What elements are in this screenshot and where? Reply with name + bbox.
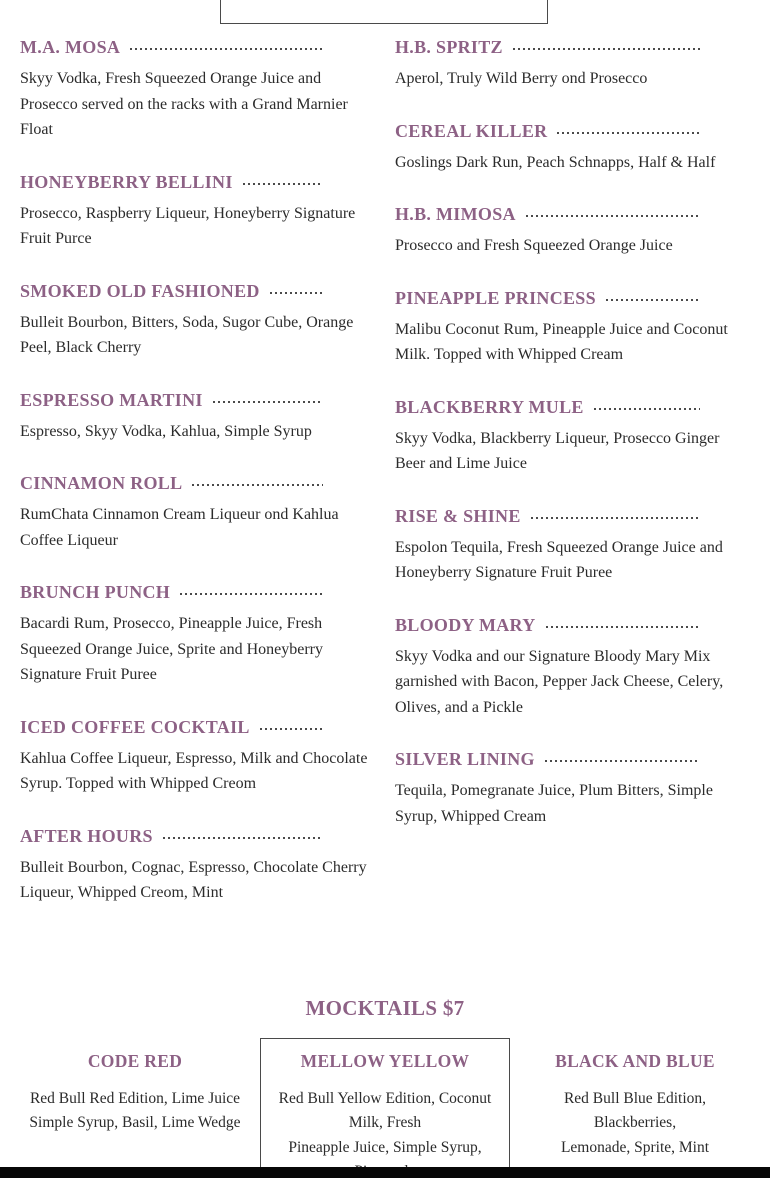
dotted-leader	[130, 48, 323, 50]
drink-name: ESPRESSO MARTINI	[20, 389, 203, 410]
drink-name: H.B. SPRITZ	[395, 37, 503, 57]
mocktail-description-line: Red Bull Blue Edition,	[563, 1089, 707, 1107]
dotted-leader	[531, 517, 700, 519]
menu-item	[20, 280, 378, 361]
drink-description: RumChata Cinnamon Cream Liqueur ond Kahlua Coffee Liqueur	[20, 506, 339, 549]
mocktail-description	[10, 1087, 260, 1136]
menu-item	[20, 472, 378, 553]
drink-name-row	[20, 171, 323, 193]
mocktail-description-line: Red Bull Red Edition, Lime Juice	[29, 1089, 241, 1107]
menu-item	[20, 581, 378, 688]
dotted-leader	[545, 760, 700, 762]
menu-item	[20, 36, 378, 143]
menu-item	[20, 825, 378, 906]
dotted-leader	[213, 401, 323, 403]
cocktails-right-column	[395, 36, 752, 934]
drink-description: Tequila, Pomegranate Juice, Plum Bitters, Simple Syrup, Whipped Cream	[395, 782, 713, 825]
drink-name: ICED COFFEE COCKTAIL	[20, 716, 250, 737]
drink-name: RISE & SHINE	[395, 505, 521, 526]
dotted-leader	[606, 299, 700, 301]
drink-name-row	[395, 505, 700, 527]
mocktail-description-line: Red Bull Yellow Edition, Coconut	[278, 1089, 492, 1107]
dotted-leader	[180, 593, 323, 595]
mocktail-item	[10, 1038, 260, 1178]
mocktail-item	[510, 1038, 760, 1178]
drink-name-row	[20, 36, 323, 58]
drink-name: PINEAPPLE PRINCESS	[395, 287, 596, 308]
menu-item	[395, 36, 752, 92]
drink-description: Skyy Vodka and our Signature Bloody Mary Mix garnished with Bacon, Pepper Jack Cheese, Celery, Olives, and a Pickle	[395, 647, 724, 716]
mocktail-name: MELLOW YELLOW	[300, 1050, 470, 1071]
dotted-leader	[243, 183, 323, 185]
dotted-leader	[270, 292, 323, 294]
dotted-leader	[260, 728, 323, 730]
drink-name: AFTER HOURS	[20, 825, 153, 846]
drink-description: Espolon Tequila, Fresh Squeezed Orange Juice and Honeyberry Signature Fruit Puree	[395, 538, 723, 581]
mocktail-description-line: Blackberries,	[593, 1114, 677, 1131]
mocktail-description-line: Milk, Fresh	[348, 1114, 422, 1131]
dotted-leader	[526, 215, 700, 217]
drink-name-row	[395, 36, 700, 58]
drink-name: M.A. MOSA	[20, 37, 121, 57]
drink-description: Bulleit Bourbon, Cognac, Espresso, Chocolate Cherry Liqueur, Whipped Creom, Mint	[20, 858, 367, 901]
drink-description: Espresso, Skyy Vodka, Kahlua, Simple Syrup	[20, 422, 312, 440]
drink-description: Kahlua Coffee Liqueur, Espresso, Milk and Chocolate Syrup. Topped with Whipped Creom	[20, 749, 368, 792]
drink-name: HONEYBERRY BELLINI	[20, 171, 233, 192]
mocktails-row	[10, 1038, 770, 1178]
dotted-leader	[192, 484, 323, 486]
dotted-leader	[513, 48, 700, 50]
mocktail-description	[510, 1087, 760, 1161]
drink-name: BLOODY MARY	[395, 614, 536, 635]
mocktail-description-line: Simple Syrup, Basil, Lime Wedge	[29, 1114, 241, 1131]
drink-name: BRUNCH PUNCH	[20, 582, 171, 602]
mocktail-item	[260, 1038, 510, 1178]
drink-description: Bacardi Rum, Prosecco, Pineapple Juice, Fresh Squeezed Orange Juice, Sprite and Honeyberry Signature Fruit Puree	[20, 615, 323, 683]
drink-description: Prosecco, Raspberry Liqueur, Honeyberry Signature Fruit Purce	[20, 204, 356, 247]
drink-description: Goslings Dark Run, Peach Schnapps, Half & Half	[395, 153, 716, 171]
drink-name-row	[395, 614, 700, 636]
drink-name: BLACKBERRY MULE	[395, 396, 584, 417]
dotted-leader	[594, 408, 700, 410]
cocktails-left-column	[20, 36, 378, 934]
menu-item	[395, 120, 752, 176]
menu-item	[395, 396, 752, 477]
drink-description: Skyy Vodka, Fresh Squeezed Orange Juice and Prosecco served on the racks with a Grand Marnier Float	[20, 70, 348, 138]
menu-item	[395, 203, 752, 259]
drink-description: Skyy Vodka, Blackberry Liqueur, Prosecco Ginger Beer and Lime Juice	[395, 429, 720, 472]
drink-name-row	[20, 716, 323, 738]
dotted-leader	[546, 626, 701, 628]
dotted-leader	[557, 132, 700, 134]
menu-item	[395, 505, 752, 586]
dotted-leader	[163, 837, 323, 839]
menu-item	[20, 716, 378, 797]
drink-name-row	[20, 825, 323, 847]
menu-item	[20, 389, 378, 445]
drink-name-row	[20, 581, 323, 603]
menu-item	[395, 614, 752, 721]
top-partial-box	[220, 0, 548, 24]
drink-description: Bulleit Bourbon, Bitters, Soda, Sugor Cube, Orange Peel, Black Cherry	[20, 313, 354, 356]
drink-name-row	[395, 287, 700, 309]
menu-item	[395, 287, 752, 368]
drink-name: CINNAMON ROLL	[20, 473, 183, 493]
mocktail-name: BLACK AND BLUE	[555, 1050, 715, 1071]
mocktail-description	[261, 1087, 509, 1178]
drink-name-row	[395, 396, 700, 418]
drink-name-row	[20, 472, 323, 494]
mocktail-name: CODE RED	[87, 1050, 183, 1071]
drink-description: Malibu Coconut Rum, Pineapple Juice and Coconut Milk. Topped with Whipped Cream	[395, 320, 728, 363]
drink-name-row	[20, 280, 323, 302]
menu-item	[395, 748, 752, 829]
drink-name: SMOKED OLD FASHIONED	[20, 280, 260, 301]
mocktails-title: MOCKTAILS $7	[305, 995, 465, 1020]
drink-description: Aperol, Truly Wild Berry ond Prosecco	[395, 70, 648, 87]
drink-description: Prosecco and Fresh Squeezed Orange Juice	[395, 237, 673, 254]
drink-name-row	[395, 748, 700, 770]
drink-name: SILVER LINING	[395, 749, 535, 769]
drink-name-row	[395, 120, 700, 142]
drink-name: H.B. MIMOSA	[395, 204, 516, 224]
menu-item	[20, 171, 378, 252]
mocktail-description-line: Lemonade, Sprite, Mint	[560, 1138, 710, 1156]
drink-name-row	[395, 203, 700, 225]
drink-name-row	[20, 389, 323, 411]
mocktail-description-line: Pineapple Juice, Simple Syrup,	[288, 1138, 482, 1156]
drink-name: CEREAL KILLER	[395, 120, 548, 141]
footer-bar	[0, 1167, 770, 1178]
